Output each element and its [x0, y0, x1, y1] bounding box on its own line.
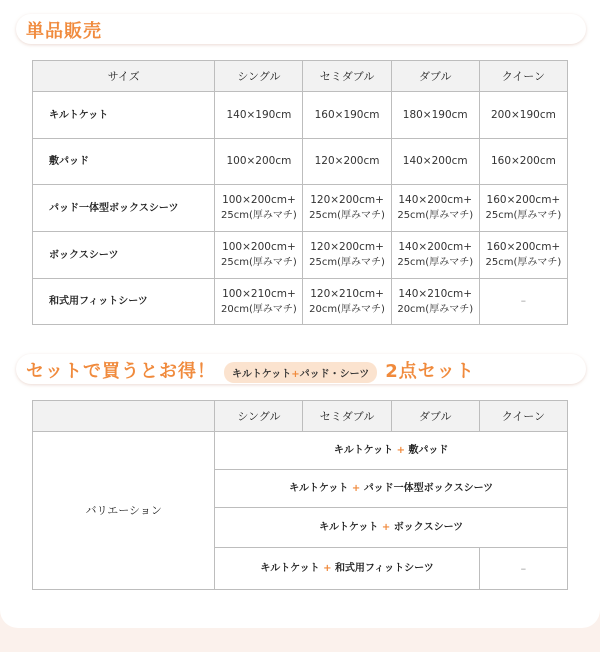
size-cell	[479, 232, 567, 279]
size-line-2: 25cm(厚みマチ)	[485, 257, 562, 268]
variation-3	[215, 508, 568, 548]
size-cell	[391, 92, 479, 139]
size-cell	[215, 139, 303, 185]
variation-row	[33, 432, 568, 470]
size-line-2: 25cm(厚みマチ)	[221, 257, 297, 268]
size-line-2: 20cm(厚みマチ)	[397, 303, 474, 315]
size-line-1: 160×200cm+	[486, 241, 561, 253]
variation-3-a: キルトケット	[319, 522, 379, 533]
size-cell	[303, 92, 391, 139]
product-name: 和式用フィットシーツ	[33, 279, 215, 325]
size-table	[32, 60, 568, 325]
size-cell	[215, 92, 303, 139]
section-header-single-sale	[16, 14, 586, 44]
pill-item-a: キルトケット	[232, 368, 292, 380]
size-table-row	[33, 185, 568, 232]
size-cell	[479, 139, 567, 185]
set-sale-title-tail: 2点セット	[385, 361, 475, 382]
size-line-1: 200×190cm	[490, 108, 556, 121]
size-line-2: 25cm(厚みマチ)	[309, 257, 385, 268]
size-table-row	[33, 232, 568, 279]
size-line-2: 25cm(厚みマチ)	[397, 210, 474, 221]
size-cell	[479, 279, 567, 325]
set-table	[32, 400, 568, 590]
size-line-1: 140×200cm	[402, 155, 468, 167]
product-name: ボックスシーツ	[33, 232, 215, 279]
variation-4-queen-dash: –	[479, 548, 567, 590]
size-cell	[303, 279, 391, 325]
size-cell	[215, 232, 303, 279]
size-cell	[391, 185, 479, 232]
size-line-1: 140×200cm+	[398, 194, 473, 206]
product-name: パッド一体型ボックスシーツ	[33, 185, 215, 232]
set-table-header-row	[33, 401, 568, 432]
size-cell	[215, 185, 303, 232]
size-table-row	[33, 279, 568, 325]
section-title-set-sale	[26, 357, 475, 383]
product-name: 敷パッド	[33, 139, 215, 185]
size-line-2: 25cm(厚みマチ)	[221, 210, 297, 221]
size-line-1: –	[520, 295, 527, 307]
size-line-2: 25cm(厚みマチ)	[309, 210, 385, 221]
size-line-1: 160×200cm	[490, 155, 556, 167]
variation-4-b: 和式用フィットシーツ	[334, 563, 434, 574]
size-line-1: 140×210cm+	[398, 287, 473, 300]
size-line-2: 20cm(厚みマチ)	[221, 303, 297, 315]
set-header-semi-double: セミダブル	[303, 401, 391, 432]
variation-2-a: キルトケット	[289, 483, 349, 494]
header-size: サイズ	[33, 61, 215, 92]
set-sale-title: セットで買うとお得！	[26, 361, 216, 382]
set-header-single: シングル	[215, 401, 303, 432]
variation-3-plus: +	[381, 522, 391, 533]
variation-2	[215, 470, 568, 508]
variation-2-plus: +	[351, 483, 361, 494]
variation-1-b: 敷パッド	[408, 445, 449, 456]
variation-label: バリエーション	[33, 432, 215, 590]
set-header-double: ダブル	[391, 401, 479, 432]
product-name: キルトケット	[33, 92, 215, 139]
variation-1	[215, 432, 568, 470]
header-semi-double: セミダブル	[303, 61, 391, 92]
size-line-1: 100×200cm	[226, 155, 292, 167]
header-single: シングル	[215, 61, 303, 92]
variation-2-b: パッド一体型ボックスシーツ	[363, 483, 494, 494]
size-line-1: 160×190cm	[314, 108, 380, 121]
size-cell	[303, 139, 391, 185]
size-line-1: 100×200cm+	[222, 194, 296, 206]
section-title-single-sale: 単品販売	[26, 21, 102, 42]
size-line-2: 25cm(厚みマチ)	[397, 257, 474, 268]
set-header-queen: クイーン	[479, 401, 567, 432]
pill-item-b: パッド・シーツ	[299, 368, 370, 380]
size-line-2: 20cm(厚みマチ)	[309, 303, 385, 315]
size-line-1: 120×200cm	[314, 155, 380, 167]
size-cell	[391, 232, 479, 279]
pill-plus: +	[291, 368, 300, 380]
set-sale-pill	[224, 362, 377, 383]
header-queen: クイーン	[479, 61, 567, 92]
size-line-2: 25cm(厚みマチ)	[485, 210, 562, 221]
size-line-1: 120×210cm+	[310, 287, 384, 300]
set-header-blank	[33, 401, 215, 432]
size-cell	[479, 185, 567, 232]
variation-3-b: ボックスシーツ	[393, 522, 464, 533]
variation-1-plus: +	[396, 445, 405, 456]
size-line-1: 140×190cm	[226, 108, 292, 121]
size-cell	[303, 232, 391, 279]
variation-4	[215, 548, 479, 590]
variation-4-a: キルトケット	[260, 563, 320, 574]
size-line-1: 180×190cm	[402, 108, 468, 121]
size-table-row	[33, 139, 568, 185]
variation-1-a: キルトケット	[333, 445, 394, 456]
size-line-1: 100×210cm+	[222, 287, 296, 300]
size-line-1: 120×200cm+	[310, 241, 384, 253]
size-table-row	[33, 92, 568, 139]
size-cell	[391, 139, 479, 185]
size-line-1: 160×200cm+	[486, 194, 561, 206]
variation-4-plus: +	[323, 563, 332, 574]
size-cell	[215, 279, 303, 325]
size-line-1: 140×200cm+	[398, 241, 473, 253]
size-cell	[391, 279, 479, 325]
header-double: ダブル	[391, 61, 479, 92]
size-cell	[479, 92, 567, 139]
size-table-header-row	[33, 61, 568, 92]
section-header-set-sale	[16, 354, 586, 384]
size-cell	[303, 185, 391, 232]
size-line-1: 100×200cm+	[222, 241, 296, 253]
size-line-1: 120×200cm+	[310, 194, 384, 206]
